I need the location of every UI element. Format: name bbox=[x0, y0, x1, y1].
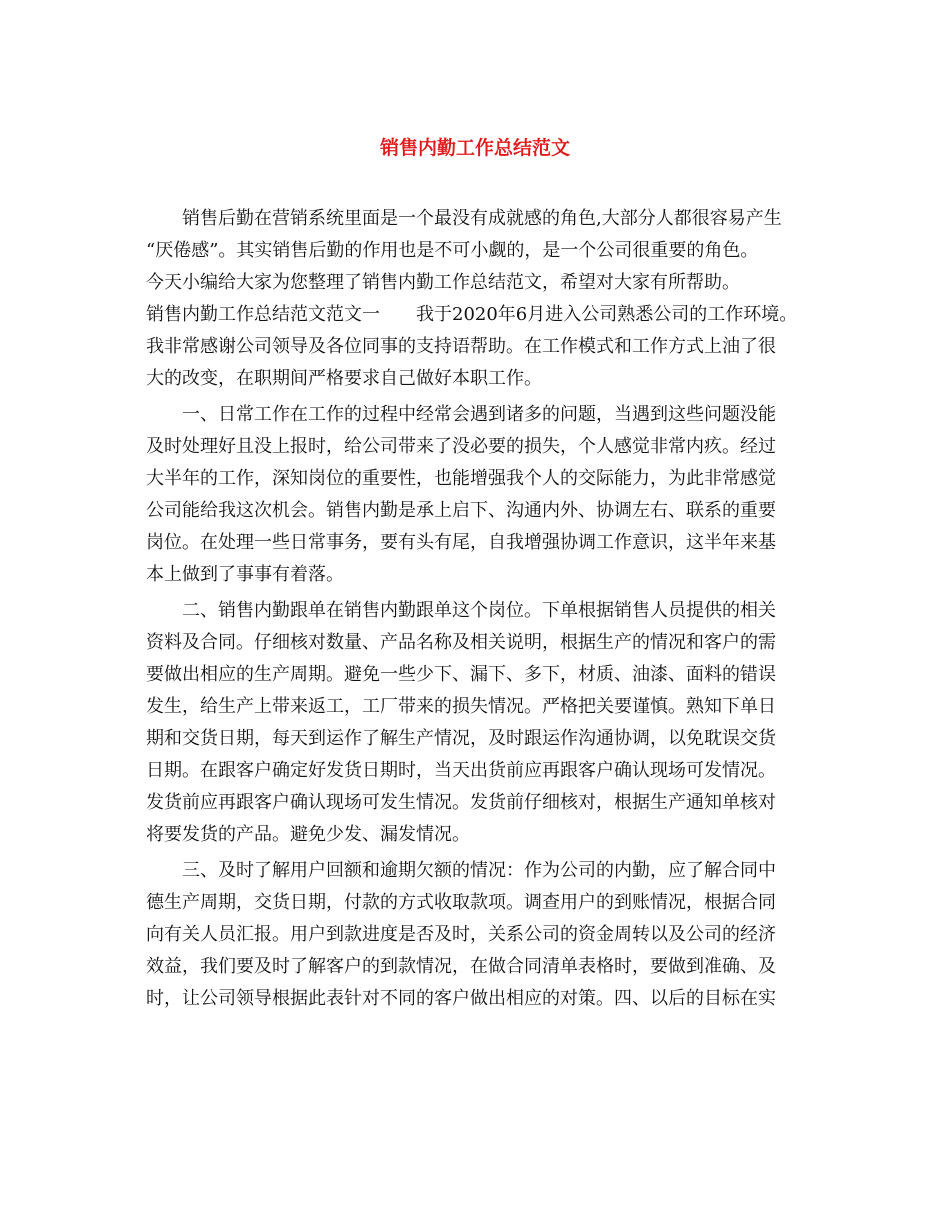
body-line: 岗位。在处理一些日常事务，要有头有尾，自我增强协调工作意识，这半年来基 bbox=[146, 532, 776, 553]
body-line: 效益，我们要及时了解客户的到款情况，在做合同清单表格时，要做到准确、及 bbox=[146, 956, 776, 977]
body-line: 期和交货日期，每天到运作了解生产情况，及时跟运作沟通协调，以免耽误交货 bbox=[146, 728, 776, 749]
body-line: 日期。在跟客户确定好发货日期时，当天出货前应再跟客户确认现场可发情况。 bbox=[146, 760, 776, 781]
body-line: 销售后勤在营销系统里面是一个最没有成就感的角色,大部分人都很容易产生 bbox=[146, 208, 782, 229]
body-line: 将要发货的产品。避免少发、漏发情况。 bbox=[146, 824, 470, 845]
body-line: 销售内勤工作总结范文范文一 我于2020年6月进入公司熟悉公司的工作环境。 bbox=[146, 304, 798, 325]
body-line: 及时处理好且没上报时，给公司带来了没必要的损失，个人感觉非常内疚。经过 bbox=[146, 436, 776, 457]
body-line: 我非常感谢公司领导及各位同事的支持语帮助。在工作模式和工作方式上油了很 bbox=[146, 336, 776, 357]
body-line: 向有关人员汇报。用户到款进度是否及时，关系公司的资金周转以及公司的经济 bbox=[146, 924, 776, 945]
body-line: 大的改变，在职期间严格要求自己做好本职工作。 bbox=[146, 368, 542, 389]
body-line: 大半年的工作，深知岗位的重要性，也能增强我个人的交际能力，为此非常感觉 bbox=[146, 468, 776, 489]
body-line: 要做出相应的生产周期。避免一些少下、漏下、多下，材质、油漆、面料的错误 bbox=[146, 664, 776, 685]
body-line: 本上做到了事事有着落。 bbox=[146, 564, 344, 585]
body-line: 公司能给我这次机会。销售内勤是承上启下、沟通内外、协调左右、联系的重要 bbox=[146, 500, 776, 521]
document-title: 销售内勤工作总结范文 bbox=[379, 137, 570, 159]
body-line: “厌倦感”。其实销售后勤的作用也是不可小觑的，是一个公司很重要的角色。 bbox=[146, 240, 759, 261]
body-line: 资料及合同。仔细核对数量、产品名称及相关说明，根据生产的情况和客户的需 bbox=[146, 632, 776, 653]
document-body bbox=[146, 203, 806, 1015]
body-line: 一、日常工作在工作的过程中经常会遇到诸多的问题，当遇到这些问题没能 bbox=[146, 404, 776, 425]
body-line: 德生产周期，交货日期，付款的方式收取款项。调查用户的到账情况，根据合同 bbox=[146, 892, 776, 913]
body-line: 发货前应再跟客户确认现场可发生情况。发货前仔细核对，根据生产通知单核对 bbox=[146, 792, 776, 813]
body-line: 今天小编给大家为您整理了销售内勤工作总结范文，希望对大家有所帮助。 bbox=[146, 272, 740, 293]
body-line: 发生，给生产上带来返工，工厂带来的损失情况。严格把关要谨慎。熟知下单日 bbox=[146, 696, 776, 717]
body-line: 三、及时了解用户回额和逾期欠额的情况：作为公司的内勤，应了解合同中 bbox=[146, 860, 776, 881]
body-line: 时，让公司领导根据此表针对不同的客户做出相应的对策。四、以后的目标在实 bbox=[146, 988, 776, 1009]
body-line: 二、销售内勤跟单在销售内勤跟单这个岗位。下单根据销售人员提供的相关 bbox=[146, 600, 776, 621]
